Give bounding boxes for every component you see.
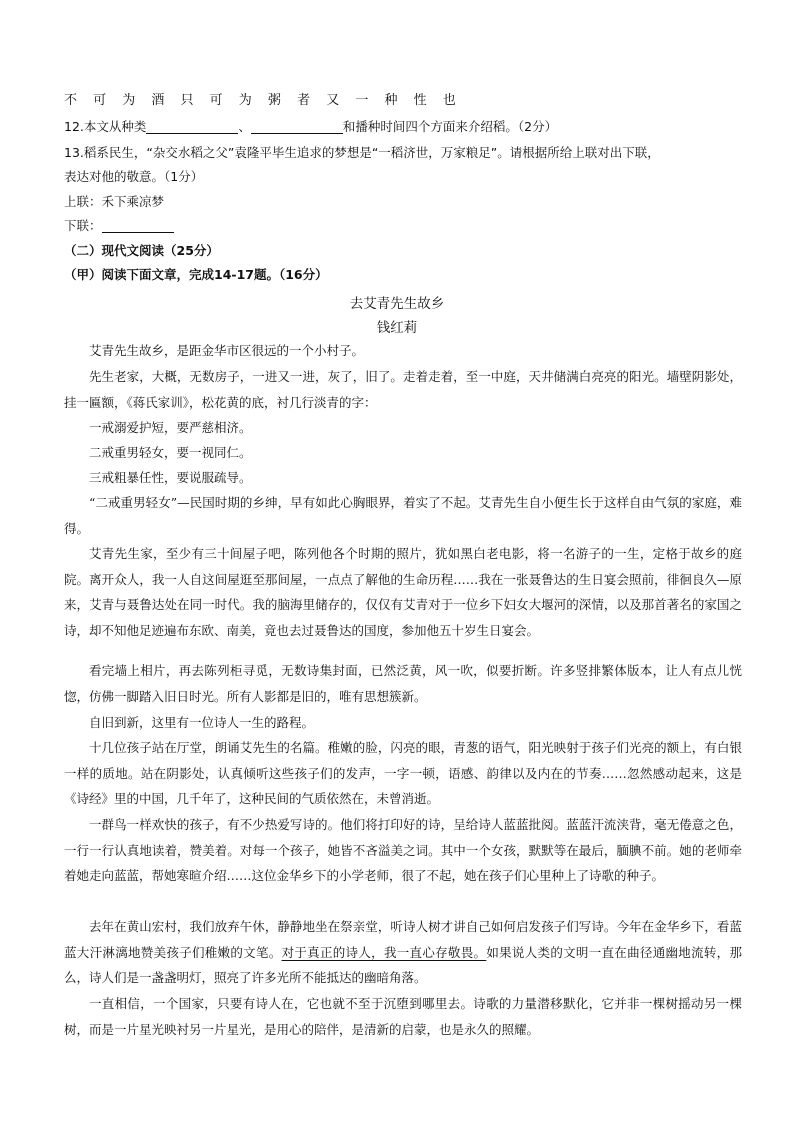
question-13-line-2: 表达对他的敬意。（1分） (64, 169, 204, 184)
section-heading: （二）现代文阅读（25分） (64, 243, 219, 258)
question-12-text-a: 12.本文从种类 (64, 119, 147, 134)
paragraph-12-part-a: 去年在黄山宏村，我们放弃午休，静静地坐在祭亲堂，听诗人树才讲自己如何启发孩子们写诗。今年在金华乡下，看蓝蓝大汗淋漓地赞美孩子们稚嫩的文笔。 (64, 919, 742, 960)
paragraph-9: 自旧到新，这里有一位诗人一生的路程。 (89, 715, 315, 730)
answer-blank-2[interactable] (251, 119, 343, 134)
upper-couplet: 上联：禾下乘凉梦 (64, 194, 165, 209)
lower-couplet-label: 下联： (64, 218, 102, 233)
question-12-text-b: 、 (238, 119, 251, 134)
paragraph-2: 先生老家，大概，无数房子，一进又一进，灰了，旧了。走着走着，至一中庭，天井储满白亮亮的阳光。墙壁阴影处，挂一匾额，《蒋氏家训》，松花黄的底，衬几行淡青的字： (64, 369, 742, 410)
paragraph-1: 艾青先生故乡，是距金华市区很远的一个小村子。 (89, 343, 365, 358)
paragraph-7: 艾青先生家，至少有三十间屋子吧，陈列他各个时期的照片，犹如黑白老电影，将一名游子的一生，定格于故乡的庭院。离开众人，我一人自这间屋逛至那间屋，一点点了解他的生命历程……我在一张聂鲁达的生日宴会照前，徘徊良久—原来，艾青与聂鲁达处在同一时代。我的脑海里储存的，仅仅有艾青对于一位乡下妇女大堰河的深情，以及那首著名的家国之诗，却不知他足迹遍布东欧、南美，竟也去过聂鲁达的国度，参加他五十岁生日宴会。 (64, 546, 742, 638)
paragraph-8: 看完墙上相片，再去陈列柜寻觅，无数诗集封面，已然泛黄，风一吹，似要折断。许多竖排繁体版本，让人有点儿恍惚，仿佛一脚踏入旧日时光。所有人影都是旧的，唯有思想簇新。 (64, 663, 742, 704)
paragraph-5: 三戒粗暴任性，要说服疏导。 (89, 470, 252, 485)
paragraph-3: 一戒溺爱护短，要严慈相济。 (89, 420, 252, 435)
paragraph-11: 一群鸟一样欢快的孩子，有不少热爱写诗的。他们将打印好的诗，呈给诗人蓝蓝批阅。蓝蓝汗流浃背，毫无倦意之色，一行一行认真地读着，赞美着。对每一个孩子，她皆不吝溢美之词。其中一个女孩，默默等在最后，腼腆不前。她的老师牵着她走向蓝蓝，帮她寒暄介绍……这位金华乡下的小学老师，很了不起，她在孩子们心里种上了诗歌的种子。 (64, 817, 742, 883)
question-13-line-1: 13.稻系民生，“杂交水稻之父”袁隆平毕生追求的梦想是“一稻济世，万家粮足”。请根据所给上联对出下联， (64, 145, 660, 160)
paragraph-12-part-b: 如果说人类的文明一直在曲径通幽地流转，那么，诗人们是一盏盏明灯，照亮了许多光所不能抵达的幽暗角落。 (64, 944, 742, 985)
paragraph-13: 一直相信，一个国家，只要有诗人在，它也就不至于沉堕到哪里去。诗歌的力量潜移默化，它并非一棵树摇动另一棵树，而是一片星光映衬另一片星光，是用心的陪伴，是清新的启蒙，也是永久的照耀。 (64, 996, 742, 1037)
lower-couplet (64, 217, 742, 235)
underlined-sentence: 对于真正的诗人，我一直心存敬畏。 (281, 944, 487, 960)
answer-blank-1[interactable] (146, 119, 238, 134)
quoted-fragment-line: 不 可 为 酒 只 可 为 粥 者 又 一 种 性 也 (64, 93, 462, 108)
answer-blank-3[interactable] (102, 218, 174, 233)
question-12-text-c: 和播种时间四个方面来介绍稻。（2分） (342, 119, 558, 134)
question-12 (64, 118, 742, 136)
paragraph-12 (64, 914, 742, 991)
paragraph-10: 十几位孩子站在厅堂，朗诵艾先生的名篇。稚嫩的脸，闪亮的眼，青葱的语气，阳光映射于孩子们光亮的额上，有白银一样的质地。站在阴影处，认真倾听这些孩子们的发声，一字一顿，语感、韵律以及内在的节奏……忽然感动起来，这是《诗经》里的中国，几千年了，这种民间的气质依然在，未曾消逝。 (64, 740, 742, 806)
subsection-heading: （甲）阅读下面文章，完成14-17题。（16分） (64, 267, 328, 282)
paragraph-4: 二戒重男轻女，要一视同仁。 (89, 445, 252, 460)
article-title: 去艾青先生故乡 (349, 296, 445, 312)
paragraph-6: “二戒重男轻女”—民国时期的乡绅，早有如此心胸眼界，着实了不起。艾青先生自小便生长于这样自由气氛的家庭，难得。 (64, 495, 742, 536)
article-author: 钱红莉 (376, 320, 418, 336)
